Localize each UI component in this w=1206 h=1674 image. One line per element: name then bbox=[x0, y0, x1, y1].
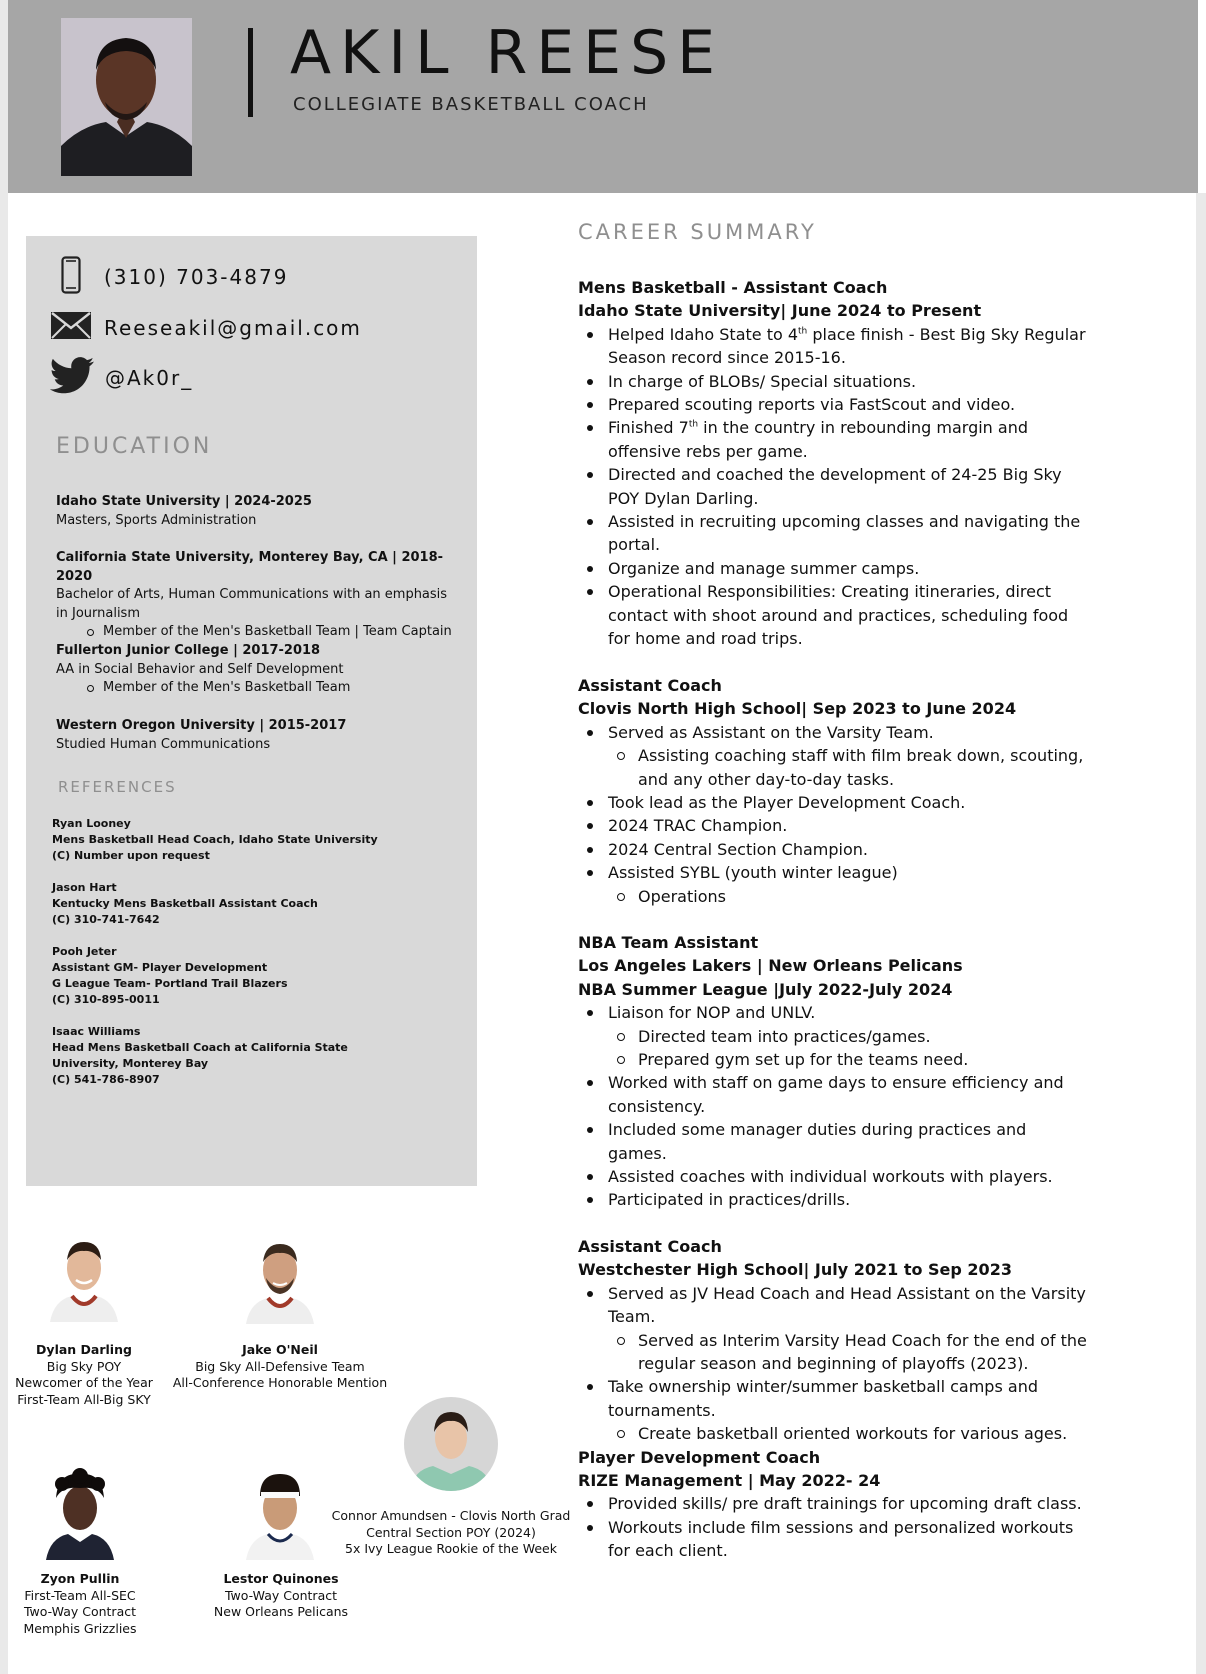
player-honor: Connor Amundsen - Clovis North Grad bbox=[331, 1508, 571, 1523]
job-bullet: Prepared scouting reports via FastScout and video. bbox=[578, 393, 1088, 416]
job-sub-bullet: Served as Interim Varsity Head Coach for the end of the regular season and beginning of playoffs (2023). bbox=[578, 1329, 1088, 1376]
job-bullet: Assisted SYBL (youth winter league) bbox=[578, 861, 1088, 884]
job-bullet: Worked with staff on game days to ensure efficiency and consistency. bbox=[578, 1071, 1088, 1118]
job-bullet: Served as JV Head Coach and Head Assistant on the Varsity Team. bbox=[578, 1282, 1088, 1329]
player-honor: Big Sky All-Defensive Team bbox=[195, 1358, 365, 1374]
player-honor: Big Sky POY bbox=[46, 1358, 122, 1374]
career-summary-heading: CAREER SUMMARY bbox=[578, 220, 817, 244]
job-bullet: Operational Responsibilities: Creating itineraries, direct contact with shoot around and practices, scheduling food for home and road trips. bbox=[578, 580, 1088, 650]
reference-name: Jason Hart bbox=[52, 881, 117, 894]
player-honor: First-Team All-SEC bbox=[24, 1587, 136, 1603]
job-sub-bullet: Create basketball oriented workouts for various ages. bbox=[578, 1422, 1088, 1445]
education-entry bbox=[56, 642, 456, 698]
job-entry bbox=[578, 276, 1088, 651]
education-note: Member of the Men's Basketball Team | Team Captain bbox=[56, 623, 456, 642]
reference-entry bbox=[52, 944, 452, 1008]
reference-role: University, Monterey Bay bbox=[52, 1057, 209, 1070]
job-bullet: Finished 7th in the country in rebounding margin and offensive rebs per game. bbox=[578, 416, 1088, 463]
education-heading: EDUCATION bbox=[56, 434, 213, 459]
job-employer: Los Angeles Lakers | New Orleans Pelicans bbox=[578, 956, 963, 976]
twitter-icon bbox=[50, 357, 95, 398]
player-name: Dylan Darling bbox=[36, 1342, 132, 1357]
reference-role: G League Team- Portland Trail Blazers bbox=[52, 977, 288, 990]
education-school: Idaho State University | 2024-2025 bbox=[56, 494, 312, 509]
email-address[interactable]: Reeseakil@gmail.com bbox=[104, 315, 362, 340]
reference-name: Pooh Jeter bbox=[52, 945, 117, 958]
player-photo bbox=[40, 1468, 120, 1564]
reference-role: Kentucky Mens Basketball Assistant Coach bbox=[52, 897, 318, 910]
player-photo bbox=[44, 1230, 124, 1326]
job-bullet: Assisted coaches with individual workouts with players. bbox=[578, 1165, 1088, 1188]
reference-role: Head Mens Basketball Coach at California State bbox=[52, 1041, 348, 1054]
player-card bbox=[0, 1342, 168, 1408]
reference-name: Ryan Looney bbox=[52, 817, 131, 830]
contact-email bbox=[50, 311, 362, 344]
reference-phone: (C) 541-786-8907 bbox=[52, 1073, 160, 1086]
reference-entry bbox=[52, 1024, 452, 1088]
reference-role: Assistant GM- Player Development bbox=[52, 961, 268, 974]
job-bullet: 2024 TRAC Champion. bbox=[578, 814, 1088, 837]
player-honor: All-Conference Honorable Mention bbox=[172, 1375, 388, 1390]
player-honor: Two-Way Contract bbox=[23, 1604, 137, 1619]
education-degree: AA in Social Behavior and Self Development bbox=[56, 661, 344, 677]
job-sub-bullet: Directed team into practices/games. bbox=[578, 1025, 1088, 1048]
candidate-name: AKIL REESE bbox=[290, 18, 725, 88]
education-school: Fullerton Junior College | 2017-2018 bbox=[56, 643, 321, 658]
headshot-photo bbox=[61, 18, 192, 176]
player-card bbox=[160, 1342, 400, 1392]
reference-phone: (C) 310-741-7642 bbox=[52, 913, 160, 926]
job-employer: NBA Summer League |July 2022-July 2024 bbox=[578, 979, 953, 999]
header-divider bbox=[248, 28, 253, 117]
job-employer: Westchester High School| July 2021 to Sep 2023 bbox=[578, 1260, 1012, 1280]
page-edge-right bbox=[1196, 193, 1206, 1674]
job-entry bbox=[578, 674, 1088, 908]
job-title: Assistant Coach bbox=[578, 676, 722, 695]
job-entry bbox=[578, 931, 1088, 1212]
job-bullet: Included some manager duties during practices and games. bbox=[578, 1118, 1088, 1165]
player-photo bbox=[240, 1232, 320, 1328]
reference-phone: (C) Number upon request bbox=[52, 849, 210, 862]
education-entry bbox=[56, 717, 456, 754]
job-bullet: Took lead as the Player Development Coach. bbox=[578, 791, 1088, 814]
education-degree: Studied Human Communications bbox=[56, 736, 271, 752]
player-name: Zyon Pullin bbox=[40, 1571, 120, 1586]
player-photo bbox=[240, 1468, 320, 1564]
player-name: Lestor Quinones bbox=[223, 1571, 339, 1586]
player-card bbox=[326, 1508, 576, 1558]
player-card bbox=[0, 1571, 160, 1637]
player-honor: First-Team All-Big SKY bbox=[17, 1391, 151, 1407]
player-card bbox=[180, 1571, 382, 1621]
job-title: Mens Basketball - Assistant Coach bbox=[578, 278, 888, 297]
reference-entry bbox=[52, 816, 452, 864]
job-title: Player Development Coach bbox=[578, 1447, 821, 1467]
reference-role: Mens Basketball Head Coach, Idaho State University bbox=[52, 833, 378, 846]
job-bullet: Assisted in recruiting upcoming classes and navigating the portal. bbox=[578, 510, 1088, 557]
education-entry bbox=[56, 549, 456, 642]
contact-twitter bbox=[50, 357, 193, 398]
job-entry bbox=[578, 1235, 1088, 1563]
twitter-handle[interactable]: @Ak0r_ bbox=[105, 365, 194, 390]
phone-number[interactable]: (310) 703-4879 bbox=[104, 265, 289, 289]
job-bullet: Participated in practices/drills. bbox=[578, 1188, 1088, 1211]
reference-name: Isaac Williams bbox=[52, 1025, 141, 1038]
education-school: Western Oregon University | 2015-2017 bbox=[56, 718, 347, 733]
education-school: California State University, Monterey Bay, CA | 2018-2020 bbox=[56, 550, 444, 584]
job-bullet: Provided skills/ pre draft trainings for upcoming draft class. bbox=[578, 1492, 1088, 1515]
job-bullet: Take ownership winter/summer basketball camps and tournaments. bbox=[578, 1375, 1088, 1422]
job-bullet: Directed and coached the development of 24-25 Big Sky POY Dylan Darling. bbox=[578, 463, 1088, 510]
job-sub-bullet: Prepared gym set up for the teams need. bbox=[578, 1048, 1088, 1071]
job-title: NBA Team Assistant bbox=[578, 933, 759, 952]
contact-phone bbox=[50, 256, 288, 298]
job-sub-bullet: Assisting coaching staff with film break down, scouting, and any other day-to-day tasks. bbox=[578, 744, 1088, 791]
job-employer: RIZE Management | May 2022- 24 bbox=[578, 1471, 881, 1491]
player-honor: Memphis Grizzlies bbox=[23, 1620, 137, 1636]
player-honor: Central Section POY (2024) bbox=[366, 1524, 536, 1540]
education-entry bbox=[56, 493, 456, 530]
education-degree: Bachelor of Arts, Human Communications with an emphasis in Journalism bbox=[56, 587, 448, 621]
job-sub-bullet: Operations bbox=[578, 885, 1088, 908]
player-honor: Newcomer of the Year bbox=[15, 1375, 153, 1390]
job-bullet: Served as Assistant on the Varsity Team. bbox=[578, 721, 1088, 744]
job-bullet: Workouts include film sessions and personalized workouts for each client. bbox=[578, 1516, 1088, 1563]
job-bullet: 2024 Central Section Champion. bbox=[578, 838, 1088, 861]
education-degree: Masters, Sports Administration bbox=[56, 512, 257, 528]
job-bullet: Organize and manage summer camps. bbox=[578, 557, 1088, 580]
mail-icon bbox=[50, 311, 92, 344]
job-employer: Clovis North High School| Sep 2023 to June 2024 bbox=[578, 699, 1017, 719]
job-bullet: Helped Idaho State to 4th place finish - Best Big Sky Regular Season record since 2015-16. bbox=[578, 323, 1088, 370]
job-employer: Idaho State University| June 2024 to Present bbox=[578, 301, 982, 321]
job-bullet: Liaison for NOP and UNLV. bbox=[578, 1001, 1088, 1024]
player-name: Jake O'Neil bbox=[242, 1342, 318, 1357]
player-photo bbox=[403, 1396, 499, 1496]
reference-entry bbox=[52, 880, 452, 928]
reference-phone: (C) 310-895-0011 bbox=[52, 993, 160, 1006]
candidate-title: COLLEGIATE BASKETBALL COACH bbox=[293, 94, 649, 115]
references-heading: REFERENCES bbox=[58, 778, 177, 796]
job-title: Assistant Coach bbox=[578, 1237, 722, 1256]
player-honor: Two-Way Contract bbox=[224, 1587, 338, 1603]
page-edge-left bbox=[0, 0, 8, 1674]
player-honor: 5x Ivy League Rookie of the Week bbox=[345, 1541, 557, 1556]
education-note: Member of the Men's Basketball Team bbox=[56, 679, 456, 698]
job-bullet: In charge of BLOBs/ Special situations. bbox=[578, 370, 1088, 393]
phone-icon bbox=[61, 256, 91, 298]
player-honor: New Orleans Pelicans bbox=[213, 1604, 349, 1619]
